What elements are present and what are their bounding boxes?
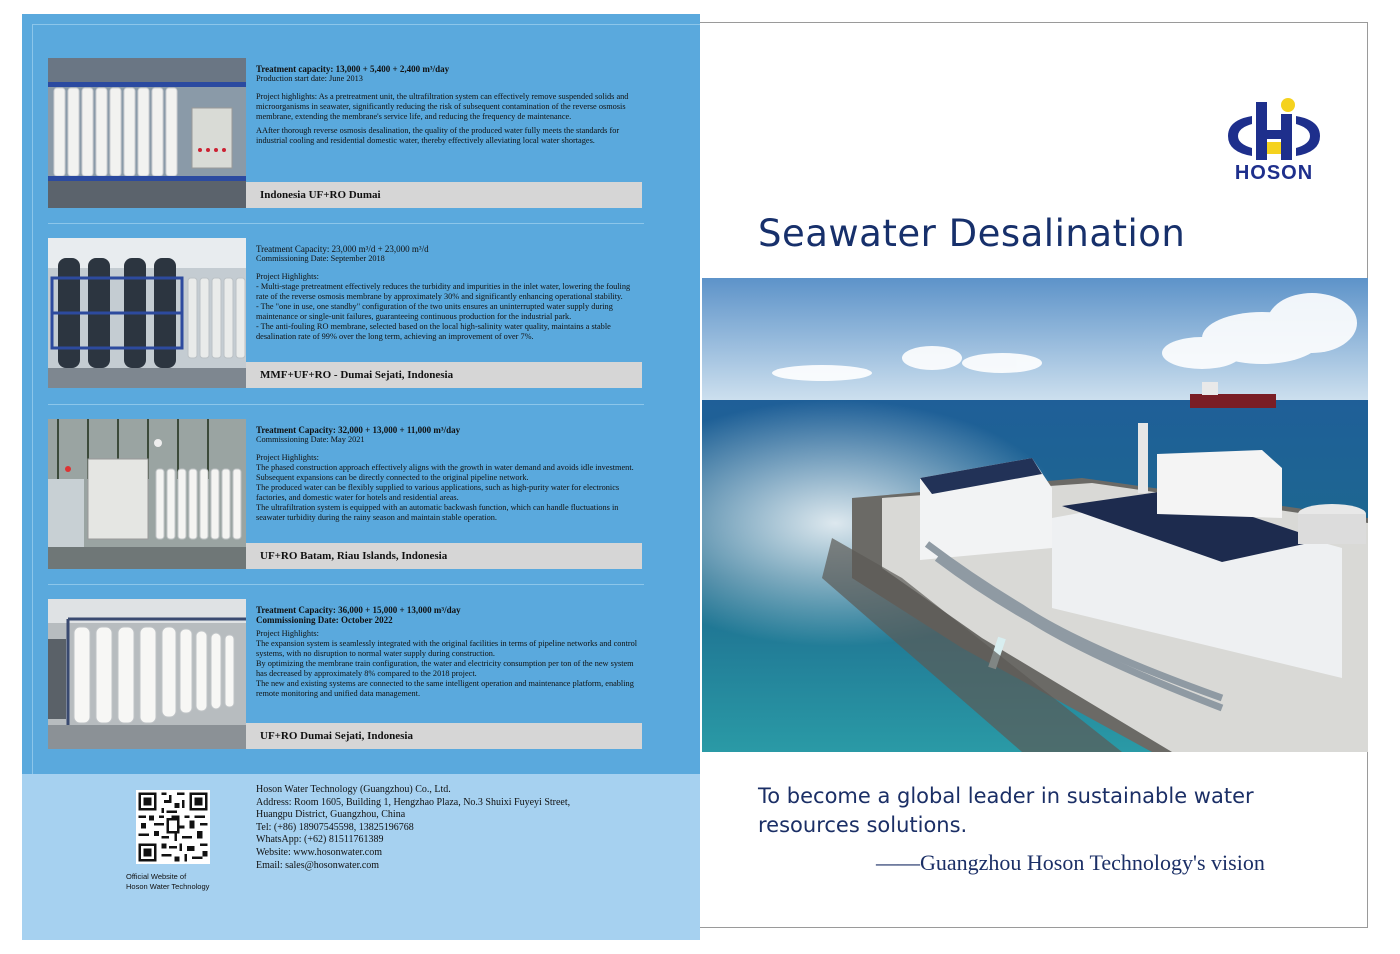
project-card-1	[48, 58, 644, 208]
project-date: Commissioning Date: October 2022	[256, 615, 393, 625]
project-highlight-line: The phased construction approach effectively aligns with the growth in water demand and avoids idle investment. Subsequent expansions can be directly connected to the original pipeline network.	[256, 463, 634, 482]
project-capacity: Treatment Capacity: 23,000 m³/d + 23,000 m³/d	[256, 244, 429, 254]
project-highlights: AAfter thorough reverse osmosis desalination, the quality of the produced water fully meets the standards for industrial cooling and residential domestic water, thereby effectively alleviating local water shortages.	[256, 126, 620, 145]
project-text-4	[256, 605, 644, 699]
project-name-bar: UF+RO Dumai Sejati, Indonesia	[246, 723, 642, 749]
divider	[48, 404, 644, 405]
company-name: Hoson Water Technology (Guangzhou) Co., Ltd.	[256, 784, 451, 795]
vision-statement: To become a global leader in sustainable water resources solutions.	[758, 784, 1254, 837]
project-name-bar: MMF+UF+RO - Dumai Sejati, Indonesia	[246, 362, 642, 388]
divider	[48, 584, 644, 585]
project-highlight-line: The expansion system is seamlessly integrated with the original facilities in terms of pipeline networks and control systems, with no disruption to normal water supply during construction.	[256, 639, 638, 658]
project-text-1	[256, 64, 644, 146]
project-photo-4	[48, 599, 246, 749]
qr-caption-line: Hoson Water Technology	[126, 882, 210, 891]
project-highlight-line: The produced water can be flexibly supplied to various applications, such as high-purity water for electronics factories, and domestic water for hotels and residential areas.	[256, 483, 620, 502]
project-photo-1	[48, 58, 246, 208]
project-capacity: Treatment Capacity: 36,000 + 15,000 + 13,000 m³/day	[256, 605, 461, 615]
project-text-3	[256, 425, 644, 523]
project-name-bar: UF+RO Batam, Riau Islands, Indonesia	[246, 543, 642, 569]
project-capacity: Treatment Capacity: 32,000 + 13,000 + 11,000 m³/day	[256, 425, 461, 435]
project-capacity: Treatment capacity: 13,000 + 5,400 + 2,400 m³/day	[256, 64, 450, 74]
email-link[interactable]: Email: sales@hosonwater.com	[256, 859, 380, 871]
page-title: Seawater Desalination	[758, 212, 1186, 255]
project-highlight-line: The ultrafiltration system is equipped with an automatic backwash function, which can handle fluctuations in seawater turbidity during the rainy season and maintain stable operation.	[256, 503, 619, 522]
project-highlight-line: - The "one in use, one standby" configuration of the two units ensures an uninterrupted water supply during maintenance or single-unit failures, guaranteeing continuous production for the industrial park.	[256, 302, 613, 321]
qr-caption-line: Official Website of	[126, 872, 187, 881]
address-line-1: Address: Room 1605, Building 1, Hengzhao Plaza, No.3 Shuixi Fuyeyi Street,	[256, 796, 571, 808]
website-link[interactable]: Website: www.hosonwater.com	[256, 846, 383, 858]
logo-wordmark: HOSON	[1234, 162, 1314, 184]
qr-caption	[126, 872, 236, 892]
whatsapp: WhatsApp: (+62) 81511761389	[256, 834, 384, 846]
project-card-4	[48, 599, 644, 749]
project-highlights-heading: Project Highlights:	[256, 272, 319, 281]
project-highlight-line: - The anti-fouling RO membrane, selected based on the local high-salinity water quality, maintains a stable desalination rate of 99% over the long term, achieving an improvement of over 7%.	[256, 322, 611, 341]
desalination-plant-image	[702, 278, 1368, 752]
project-highlights-heading: Project Highlights:	[256, 453, 319, 462]
qr-code[interactable]	[136, 790, 210, 864]
vision-attribution: ——Guangzhou Hoson Technology's vision	[876, 850, 1265, 875]
project-photo-2	[48, 238, 246, 388]
project-name-bar: Indonesia UF+RO Dumai	[246, 182, 642, 208]
divider	[48, 223, 644, 224]
project-date: Commissioning Date: September 2018	[256, 254, 385, 263]
project-date: Production start date: June 2013	[256, 74, 363, 83]
project-highlight-line: By optimizing the membrane train configuration, the water and electricity consumption per ton of the new system has decreased by approximately 8% compared to the 2018 project.	[256, 659, 634, 678]
project-highlights: Project highlights: As a pretreatment unit, the ultrafiltration system can effectively remove suspended solids and microorganisms in seawater, significantly reducing the risk of subsequent contamination of the reverse osmosis membrane, extending the membrane's service life, and reducing the frequency de maintenance.	[256, 92, 629, 121]
phone: Tel: (+86) 18907545598, 13825196768	[256, 821, 414, 833]
project-highlight-line: - Multi-stage pretreatment effectively reduces the turbidity and impurities in the inlet water, lowering the fouling rate of the reverse osmosis membrane by approximately 30% and significantly enhancing operational stability.	[256, 282, 631, 301]
contact-info	[256, 784, 636, 872]
project-card-3	[48, 419, 644, 569]
address-line-2: Huangpu District, Guangzhou, China	[256, 809, 406, 821]
project-text-2	[256, 244, 644, 342]
project-highlights-heading: Project Highlights:	[256, 629, 319, 638]
project-card-2	[48, 238, 644, 388]
project-photo-3	[48, 419, 246, 569]
project-date: Commissioning Date: May 2021	[256, 435, 365, 444]
project-highlight-line: The new and existing systems are connected to the same intelligent operation and maintenance platform, enabling remote monitoring and unified data management.	[256, 679, 634, 698]
